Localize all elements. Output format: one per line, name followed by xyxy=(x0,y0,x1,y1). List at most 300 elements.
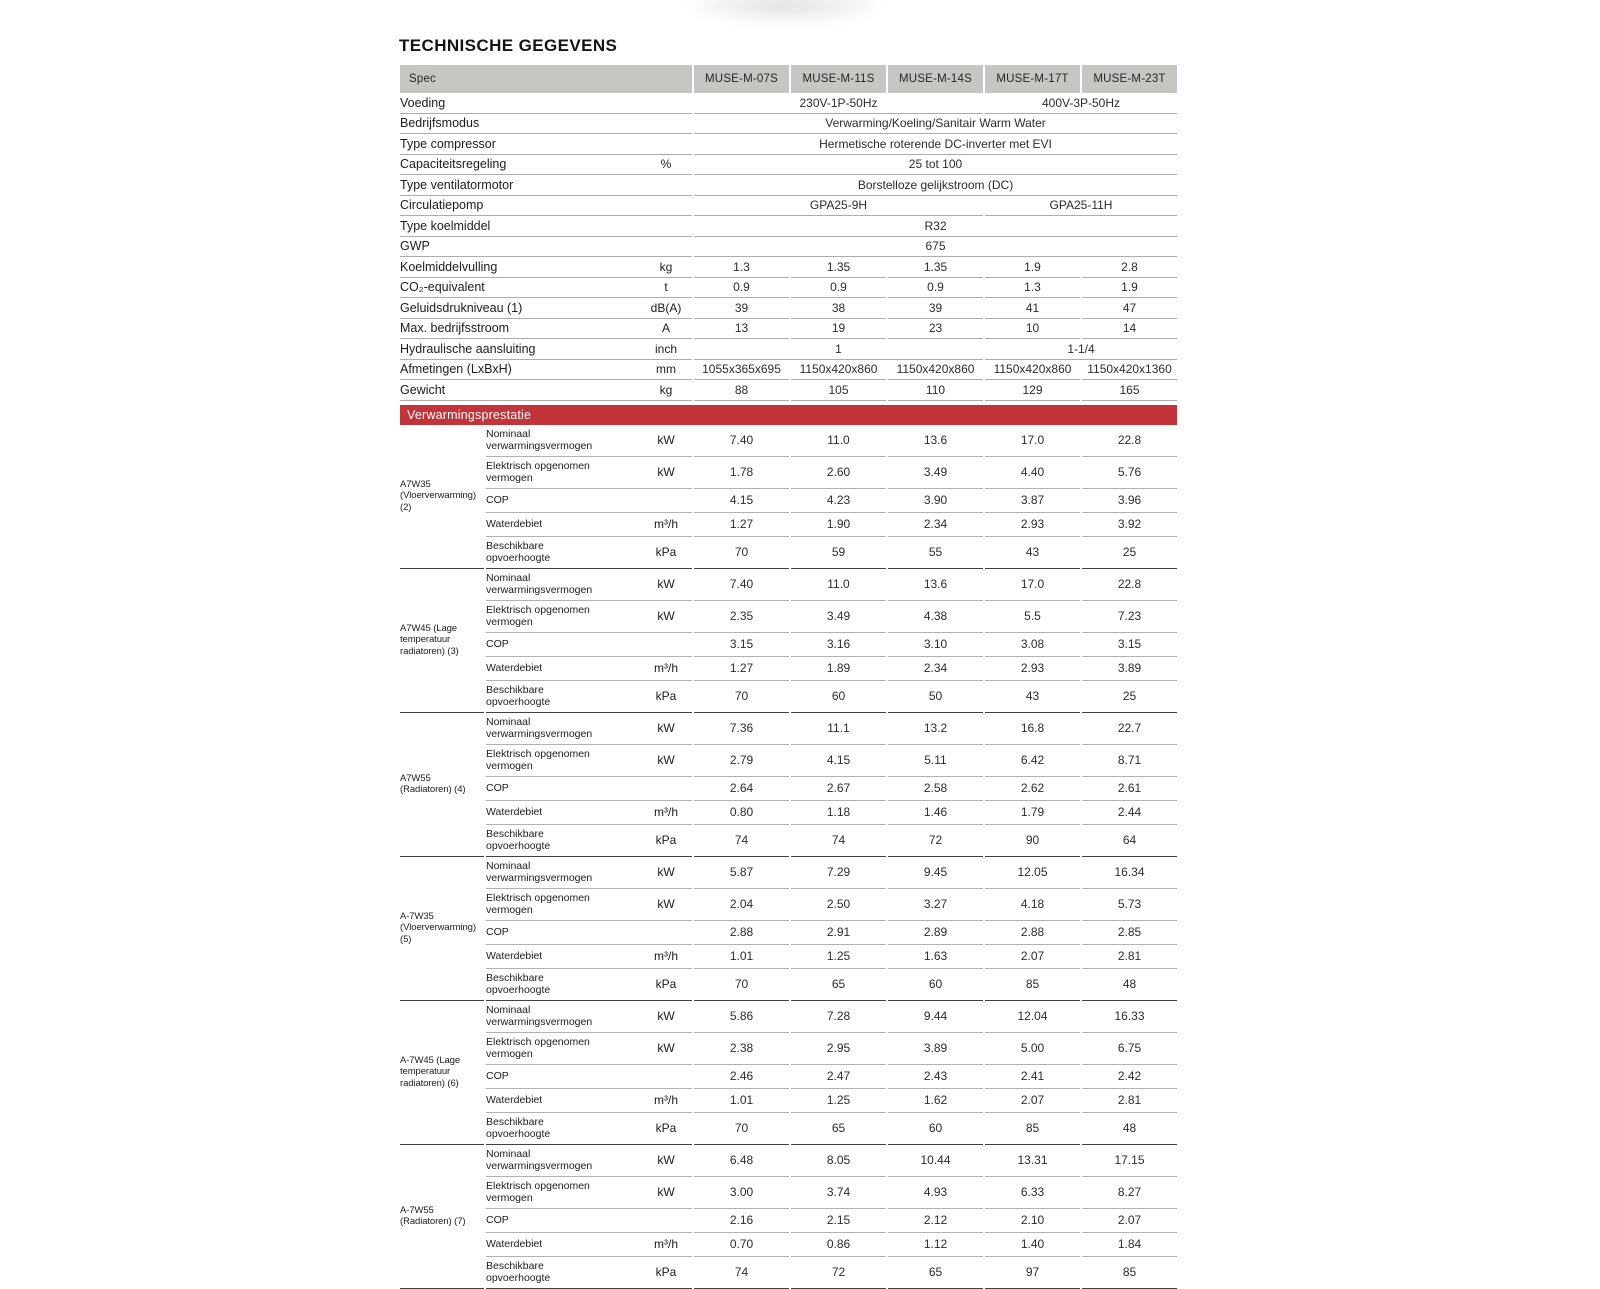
performance-value: 43 xyxy=(985,537,1080,569)
performance-value: 4.93 xyxy=(888,1177,983,1209)
performance-value: 11.0 xyxy=(791,569,886,601)
performance-row xyxy=(400,889,1177,921)
param-unit: kPa xyxy=(655,545,677,559)
performance-value: 55 xyxy=(888,537,983,569)
performance-row xyxy=(400,1257,1177,1289)
spec-row-unit: t xyxy=(664,280,668,295)
performance-value: 17.15 xyxy=(1082,1145,1177,1177)
performance-row xyxy=(400,457,1177,489)
spec-row xyxy=(400,380,1177,401)
performance-value: 2.10 xyxy=(985,1209,1080,1233)
performance-value: 3.89 xyxy=(888,1033,983,1065)
performance-value: 2.93 xyxy=(985,657,1080,681)
performance-value: 7.23 xyxy=(1082,601,1177,633)
performance-value: 13.31 xyxy=(985,1145,1080,1177)
spec-value: 129 xyxy=(985,380,1080,401)
spec-row xyxy=(400,257,1177,278)
performance-value: 9.44 xyxy=(888,1001,983,1033)
spec-value: R32 xyxy=(694,216,1177,237)
param-label-cell xyxy=(486,425,692,457)
performance-value: 4.38 xyxy=(888,601,983,633)
param-unit: kW xyxy=(657,465,675,479)
param-label-cell xyxy=(486,889,692,921)
param-label: Elektrisch opgenomen vermogen xyxy=(486,1179,590,1204)
spec-row xyxy=(400,360,1177,381)
spec-value: 88 xyxy=(694,380,789,401)
performance-value: 13.6 xyxy=(888,569,983,601)
param-unit: kW xyxy=(657,1185,675,1199)
spec-row xyxy=(400,216,1177,237)
heating-performance-body xyxy=(400,425,1177,1289)
performance-row xyxy=(400,657,1177,681)
param-label-cell xyxy=(486,713,692,745)
param-unit: kPa xyxy=(655,977,677,991)
spec-value: 39 xyxy=(888,298,983,319)
heating-performance-band: Verwarmingsprestatie xyxy=(400,405,1177,425)
performance-value: 8.05 xyxy=(791,1145,886,1177)
spec-value: 19 xyxy=(791,319,886,340)
performance-value: 1.63 xyxy=(888,945,983,969)
param-label: Elektrisch opgenomen vermogen xyxy=(486,747,590,772)
performance-value: 3.74 xyxy=(791,1177,886,1209)
general-specs-body xyxy=(400,93,1177,401)
performance-row xyxy=(400,777,1177,801)
performance-value: 17.0 xyxy=(985,569,1080,601)
performance-value: 3.16 xyxy=(791,633,886,657)
performance-value: 2.88 xyxy=(985,921,1080,945)
performance-value: 2.81 xyxy=(1082,945,1177,969)
performance-row xyxy=(400,921,1177,945)
spec-row xyxy=(400,319,1177,340)
spec-row xyxy=(400,237,1177,258)
performance-value: 2.35 xyxy=(694,601,789,633)
spec-value: Verwarming/Koeling/Sanitair Warm Water xyxy=(694,114,1177,135)
performance-value: 70 xyxy=(694,1113,789,1145)
performance-value: 2.81 xyxy=(1082,1089,1177,1113)
performance-value: 7.40 xyxy=(694,425,789,457)
performance-row xyxy=(400,1065,1177,1089)
param-label: Elektrisch opgenomen vermogen xyxy=(486,603,590,628)
param-label-cell xyxy=(486,857,692,889)
spec-row-unit: A xyxy=(661,321,670,336)
performance-value: 7.36 xyxy=(694,713,789,745)
spec-value: 110 xyxy=(888,380,983,401)
spec-sheet xyxy=(398,30,1180,1289)
performance-row xyxy=(400,857,1177,889)
spec-row-label: Capaciteitsregeling xyxy=(400,157,507,172)
spec-row xyxy=(400,134,1177,155)
param-label: Elektrisch opgenomen vermogen xyxy=(486,1035,590,1060)
performance-value: 1.90 xyxy=(791,513,886,537)
spec-row-unit: inch xyxy=(654,341,677,356)
performance-value: 1.40 xyxy=(985,1233,1080,1257)
performance-value: 6.75 xyxy=(1082,1033,1177,1065)
param-label: Beschikbare opvoerhoogte xyxy=(486,1115,551,1140)
performance-value: 2.88 xyxy=(694,921,789,945)
spec-value: 1150x420x860 xyxy=(791,360,886,381)
performance-value: 97 xyxy=(985,1257,1080,1289)
param-label-cell xyxy=(486,537,692,569)
performance-value: 3.90 xyxy=(888,489,983,513)
param-unit: kW xyxy=(657,1041,675,1055)
performance-value: 3.10 xyxy=(888,633,983,657)
spec-row-unit: mm xyxy=(656,362,676,377)
performance-value: 4.18 xyxy=(985,889,1080,921)
param-label-cell xyxy=(486,1113,692,1145)
performance-value: 2.58 xyxy=(888,777,983,801)
spec-row-label-cell xyxy=(400,319,692,340)
performance-value: 1.12 xyxy=(888,1233,983,1257)
performance-value: 65 xyxy=(791,969,886,1001)
performance-value: 2.07 xyxy=(1082,1209,1177,1233)
param-label-cell xyxy=(486,1145,692,1177)
performance-value: 4.15 xyxy=(791,745,886,777)
performance-value: 2.91 xyxy=(791,921,886,945)
performance-value: 2.93 xyxy=(985,513,1080,537)
performance-value: 2.85 xyxy=(1082,921,1177,945)
spec-value: 38 xyxy=(791,298,886,319)
performance-value: 48 xyxy=(1082,1113,1177,1145)
performance-value: 85 xyxy=(985,1113,1080,1145)
performance-value: 22.8 xyxy=(1082,425,1177,457)
spec-row-label-cell xyxy=(400,155,692,176)
performance-value: 4.23 xyxy=(791,489,886,513)
param-label: Waterdebiet xyxy=(486,517,543,530)
performance-value: 5.73 xyxy=(1082,889,1177,921)
param-label: Nominaal verwarmingsvermogen xyxy=(486,427,593,452)
spec-row-unit: % xyxy=(660,157,672,172)
performance-value: 6.48 xyxy=(694,1145,789,1177)
column-header-spec: Spec xyxy=(400,65,692,93)
performance-value: 10.44 xyxy=(888,1145,983,1177)
param-label-cell xyxy=(486,1001,692,1033)
param-label: Beschikbare opvoerhoogte xyxy=(486,827,551,852)
performance-value: 2.34 xyxy=(888,657,983,681)
spec-value: 675 xyxy=(694,237,1177,258)
spec-value: 1.9 xyxy=(1082,278,1177,299)
param-unit: m³/h xyxy=(654,805,678,819)
performance-value: 3.96 xyxy=(1082,489,1177,513)
spec-value: 39 xyxy=(694,298,789,319)
param-label-cell xyxy=(486,801,692,825)
performance-row xyxy=(400,1001,1177,1033)
performance-row xyxy=(400,969,1177,1001)
spec-row-label-cell xyxy=(400,278,692,299)
param-label: Beschikbare opvoerhoogte xyxy=(486,1259,551,1284)
performance-row xyxy=(400,801,1177,825)
performance-value: 2.07 xyxy=(985,945,1080,969)
performance-value: 72 xyxy=(791,1257,886,1289)
spec-row xyxy=(400,298,1177,319)
param-label: Waterdebiet xyxy=(486,1093,543,1106)
spec-value: 13 xyxy=(694,319,789,340)
performance-row xyxy=(400,1089,1177,1113)
performance-value: 60 xyxy=(888,969,983,1001)
condition-group-label: A-7W45 (Lage temperatuur radiatoren) (6) xyxy=(400,1001,484,1145)
param-unit: m³/h xyxy=(654,517,678,531)
param-unit: kW xyxy=(657,721,675,735)
spec-value: 10 xyxy=(985,319,1080,340)
performance-value: 70 xyxy=(694,537,789,569)
performance-value: 1.01 xyxy=(694,945,789,969)
performance-value: 2.43 xyxy=(888,1065,983,1089)
performance-value: 3.89 xyxy=(1082,657,1177,681)
param-label-cell xyxy=(486,921,692,945)
param-label-cell xyxy=(486,513,692,537)
spec-row xyxy=(400,339,1177,360)
spec-row-label-cell xyxy=(400,339,692,360)
spec-value: 1.3 xyxy=(985,278,1080,299)
param-unit: kPa xyxy=(655,1265,677,1279)
spec-row-unit: dB(A) xyxy=(650,300,682,315)
spec-value: 14 xyxy=(1082,319,1177,340)
param-label-cell xyxy=(486,1177,692,1209)
param-unit: kW xyxy=(657,865,675,879)
spec-row-unit: kg xyxy=(659,259,673,274)
performance-value: 8.71 xyxy=(1082,745,1177,777)
spec-value: 230V-1P-50Hz xyxy=(694,93,983,114)
performance-value: 2.67 xyxy=(791,777,886,801)
performance-value: 74 xyxy=(694,1257,789,1289)
section-band-cell xyxy=(400,401,1177,425)
condition-group-label: A7W35 (Vloerverwarming) (2) xyxy=(400,425,484,569)
performance-value: 0.80 xyxy=(694,801,789,825)
spec-value: 1055x365x695 xyxy=(694,360,789,381)
performance-value: 2.95 xyxy=(791,1033,886,1065)
performance-value: 7.40 xyxy=(694,569,789,601)
performance-value: 5.00 xyxy=(985,1033,1080,1065)
performance-value: 70 xyxy=(694,969,789,1001)
spec-row-label: GWP xyxy=(400,239,430,254)
param-unit: kW xyxy=(657,1153,675,1167)
performance-value: 1.62 xyxy=(888,1089,983,1113)
performance-row xyxy=(400,1113,1177,1145)
param-unit: kW xyxy=(657,577,675,591)
spec-row-label: Gewicht xyxy=(400,382,446,397)
param-label: COP xyxy=(486,493,509,506)
spec-value: 1.9 xyxy=(985,257,1080,278)
section-band-row xyxy=(400,401,1177,425)
performance-value: 60 xyxy=(888,1113,983,1145)
spec-row-unit: kg xyxy=(659,382,673,397)
param-label: Nominaal verwarmingsvermogen xyxy=(486,715,593,740)
spec-row xyxy=(400,155,1177,176)
performance-value: 70 xyxy=(694,681,789,713)
spec-row-label: Voeding xyxy=(400,95,446,110)
performance-value: 13.2 xyxy=(888,713,983,745)
param-label-cell xyxy=(486,1065,692,1089)
condition-group-label: A7W45 (Lage temperatuur radiatoren) (3) xyxy=(400,569,484,713)
param-unit: kPa xyxy=(655,689,677,703)
spec-value: 400V-3P-50Hz xyxy=(985,93,1177,114)
spec-row-label-cell xyxy=(400,360,692,381)
performance-value: 8.27 xyxy=(1082,1177,1177,1209)
performance-value: 60 xyxy=(791,681,886,713)
performance-value: 13.6 xyxy=(888,425,983,457)
spec-row-label-cell xyxy=(400,257,692,278)
param-label: Nominaal verwarmingsvermogen xyxy=(486,1003,593,1028)
spec-table xyxy=(398,65,1179,1289)
spec-value: 0.9 xyxy=(791,278,886,299)
performance-value: 2.42 xyxy=(1082,1065,1177,1089)
performance-value: 2.61 xyxy=(1082,777,1177,801)
spec-row xyxy=(400,278,1177,299)
performance-value: 1.79 xyxy=(985,801,1080,825)
spec-row-label-cell xyxy=(400,93,692,114)
param-label: Elektrisch opgenomen vermogen xyxy=(486,891,590,916)
performance-value: 16.8 xyxy=(985,713,1080,745)
performance-value: 85 xyxy=(1082,1257,1177,1289)
param-label-cell xyxy=(486,1209,692,1233)
top-shadow-artifact xyxy=(690,0,880,24)
performance-value: 2.12 xyxy=(888,1209,983,1233)
param-label: Elektrisch opgenomen vermogen xyxy=(486,459,590,484)
performance-row xyxy=(400,1033,1177,1065)
column-header-row xyxy=(400,65,1177,93)
spec-value: GPA25-11H xyxy=(985,196,1177,217)
param-label-cell xyxy=(486,745,692,777)
spec-row xyxy=(400,93,1177,114)
param-label-cell xyxy=(486,1089,692,1113)
performance-value: 2.79 xyxy=(694,745,789,777)
spec-value: 1.3 xyxy=(694,257,789,278)
performance-value: 5.86 xyxy=(694,1001,789,1033)
param-unit: kPa xyxy=(655,833,677,847)
param-unit: kW xyxy=(657,609,675,623)
param-label-cell xyxy=(486,969,692,1001)
spec-row-label-cell xyxy=(400,196,692,217)
performance-value: 43 xyxy=(985,681,1080,713)
spec-row-label: Bedrijfsmodus xyxy=(400,116,480,131)
param-unit: kW xyxy=(657,897,675,911)
spec-row-label-cell xyxy=(400,175,692,196)
performance-value: 2.89 xyxy=(888,921,983,945)
param-unit: kW xyxy=(657,753,675,767)
param-label-cell xyxy=(486,681,692,713)
condition-group-label: A-7W35 (Vloerverwarming) (5) xyxy=(400,857,484,1001)
param-unit: m³/h xyxy=(654,661,678,675)
param-label: Beschikbare opvoerhoogte xyxy=(486,683,551,708)
performance-row xyxy=(400,945,1177,969)
performance-value: 12.05 xyxy=(985,857,1080,889)
performance-value: 17.0 xyxy=(985,425,1080,457)
spec-row-label: Geluidsdrukniveau (1) xyxy=(400,300,523,315)
performance-value: 59 xyxy=(791,537,886,569)
page-title: TECHNISCHE GEGEVENS xyxy=(399,36,618,55)
performance-value: 0.70 xyxy=(694,1233,789,1257)
performance-row xyxy=(400,1145,1177,1177)
condition-group-label: A7W55 (Radiatoren) (4) xyxy=(400,713,484,857)
spec-value: 1.35 xyxy=(888,257,983,278)
param-label-cell xyxy=(486,601,692,633)
performance-value: 7.29 xyxy=(791,857,886,889)
performance-value: 25 xyxy=(1082,681,1177,713)
performance-value: 2.15 xyxy=(791,1209,886,1233)
performance-value: 3.87 xyxy=(985,489,1080,513)
spec-value: 1150x420x860 xyxy=(888,360,983,381)
performance-value: 65 xyxy=(888,1257,983,1289)
performance-row xyxy=(400,569,1177,601)
param-label-cell xyxy=(486,1257,692,1289)
spec-value: 25 tot 100 xyxy=(694,155,1177,176)
column-header-model: MUSE-M-11S xyxy=(791,65,886,93)
performance-value: 3.49 xyxy=(791,601,886,633)
performance-value: 22.7 xyxy=(1082,713,1177,745)
param-label: Waterdebiet xyxy=(486,661,543,674)
performance-row xyxy=(400,489,1177,513)
param-label-cell xyxy=(486,569,692,601)
performance-row xyxy=(400,537,1177,569)
performance-value: 1.01 xyxy=(694,1089,789,1113)
performance-value: 2.16 xyxy=(694,1209,789,1233)
spec-row-label: Type ventilatormotor xyxy=(400,177,514,192)
spec-row-label: Circulatiepomp xyxy=(400,198,484,213)
performance-value: 3.00 xyxy=(694,1177,789,1209)
performance-value: 11.0 xyxy=(791,425,886,457)
spec-row-label-cell xyxy=(400,237,692,258)
performance-value: 0.86 xyxy=(791,1233,886,1257)
spec-value: 47 xyxy=(1082,298,1177,319)
spec-value: Hermetische roterende DC-inverter met EVI xyxy=(694,134,1177,155)
performance-value: 1.78 xyxy=(694,457,789,489)
performance-value: 12.04 xyxy=(985,1001,1080,1033)
performance-value: 2.34 xyxy=(888,513,983,537)
param-label: COP xyxy=(486,1069,509,1082)
spec-value: 105 xyxy=(791,380,886,401)
performance-value: 2.44 xyxy=(1082,801,1177,825)
performance-value: 5.76 xyxy=(1082,457,1177,489)
spec-row-label: Type compressor xyxy=(400,136,496,151)
performance-value: 16.34 xyxy=(1082,857,1177,889)
param-label: Waterdebiet xyxy=(486,805,543,818)
spec-value: 41 xyxy=(985,298,1080,319)
spec-value: 1150x420x1360 xyxy=(1082,360,1177,381)
spec-value: 1 xyxy=(694,339,983,360)
spec-row-label: Type koelmiddel xyxy=(400,218,491,233)
spec-row-label: CO₂-equivalent xyxy=(400,280,485,295)
performance-value: 3.15 xyxy=(1082,633,1177,657)
spec-value: 1.35 xyxy=(791,257,886,278)
spec-row-label-cell xyxy=(400,114,692,135)
performance-row xyxy=(400,681,1177,713)
performance-value: 3.49 xyxy=(888,457,983,489)
performance-value: 3.15 xyxy=(694,633,789,657)
performance-value: 9.45 xyxy=(888,857,983,889)
performance-value: 2.46 xyxy=(694,1065,789,1089)
param-label-cell xyxy=(486,657,692,681)
performance-value: 50 xyxy=(888,681,983,713)
param-label: COP xyxy=(486,781,509,794)
param-label: Nominaal verwarmingsvermogen xyxy=(486,859,593,884)
performance-row xyxy=(400,633,1177,657)
performance-value: 90 xyxy=(985,825,1080,857)
performance-row xyxy=(400,601,1177,633)
performance-row xyxy=(400,825,1177,857)
performance-value: 2.50 xyxy=(791,889,886,921)
param-label: Nominaal verwarmingsvermogen xyxy=(486,571,593,596)
param-label-cell xyxy=(486,825,692,857)
performance-value: 1.46 xyxy=(888,801,983,825)
performance-row xyxy=(400,425,1177,457)
performance-value: 25 xyxy=(1082,537,1177,569)
spec-row-label: Koelmiddelvulling xyxy=(400,259,498,274)
param-unit: m³/h xyxy=(654,1093,678,1107)
param-label-cell xyxy=(486,633,692,657)
param-label: Waterdebiet xyxy=(486,1237,543,1250)
performance-value: 3.92 xyxy=(1082,513,1177,537)
param-unit: m³/h xyxy=(654,1237,678,1251)
param-label-cell xyxy=(486,777,692,801)
